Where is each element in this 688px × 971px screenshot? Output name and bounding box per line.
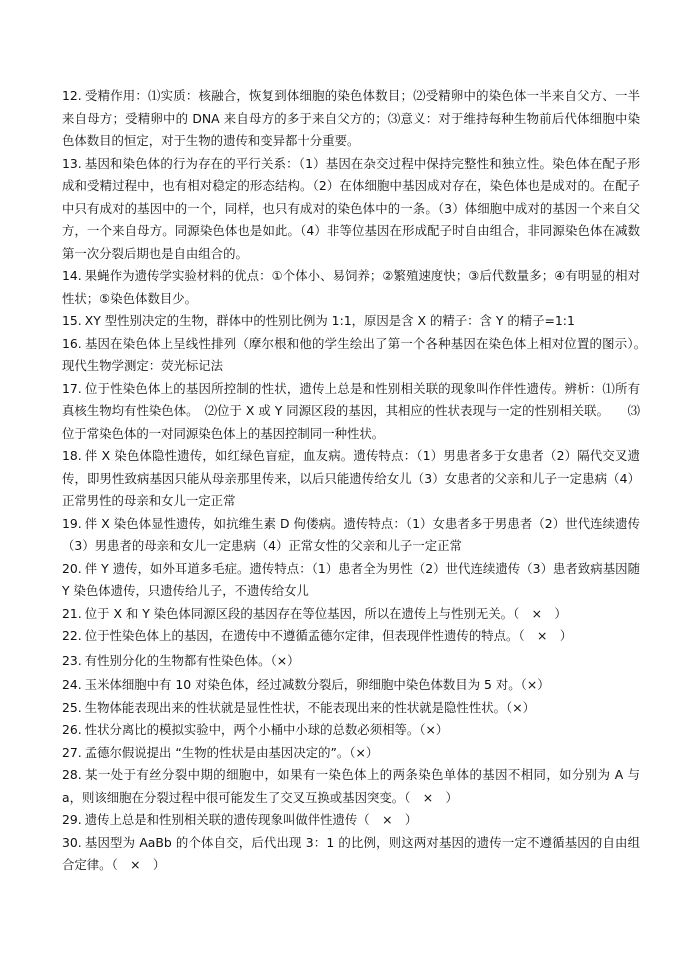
item-text: 伴 X 染色体隐性遗传，如红绿色盲症，血友病。遗传特点：（1）男患者多于女患者（2）隔代交叉遗传，即男性致病基因只能从母亲那里传来，以后只能遗传给女儿（3）女患者的父亲和儿子一定患病（4）正常男性的母亲和女儿一定正常: [62, 448, 640, 508]
item-16: [62, 333, 665, 378]
item-15: [62, 310, 640, 333]
item-text: 玉米体细胞中有 10 对染色体，经过减数分裂后，卵细胞中染色体数目为 5 对。（×）: [84, 677, 550, 692]
item-number: 18.: [62, 448, 82, 463]
item-12: [62, 85, 640, 153]
item-20: [62, 558, 640, 603]
item-text: 伴 Y 遗传，如外耳道多毛症。遗传特点：（1）患者全为男性（2）世代连续遗传（3）患者致病基因随 Y 染色体遗传，只遗传给儿子，不遗传给女儿: [62, 560, 640, 598]
item-27: [62, 742, 640, 765]
item-text: 生物体能表现出来的性状就是显性性状，不能表现出来的性状就是隐性性状。（×）: [84, 699, 535, 715]
item-26: [62, 719, 640, 742]
item-text: 基因型为 AaBb 的个体自交，后代出现 3：1 的比例，则这两对基因的遗传一定不遵循基因的自由组合定律。（ × ）: [62, 834, 640, 872]
item-number: 14.: [62, 268, 82, 283]
item-number: 19.: [62, 515, 82, 531]
item-number: 29.: [62, 812, 82, 827]
item-number: 20.: [62, 560, 82, 576]
item-22: [62, 625, 640, 648]
item-23: [62, 650, 640, 673]
item-14: [62, 265, 640, 310]
item-number: 23.: [62, 652, 82, 668]
item-text: 伴 X 染色体显性遗传，如抗维生素 D 佝偻病。遗传特点：（1）女患者多于男患者（2）世代连续遗传（3）男患者的母亲和女儿一定患病（4）正常女性的父亲和儿子一定正常: [62, 515, 640, 553]
item-30: [62, 832, 640, 877]
item-number: 26.: [62, 722, 82, 737]
item-25: [62, 697, 640, 720]
item-number: 30.: [62, 834, 82, 850]
item-text: 性状分离比的模拟实验中，两个小桶中小球的总数必须相等。（×）: [84, 722, 449, 737]
item-18: [62, 445, 640, 513]
item-number: 12.: [62, 88, 82, 103]
item-28: [62, 764, 640, 809]
item-text: 受精作用：⑴实质：核融合，恢复到体细胞的染色体数目；⑵受精卵中的染色体一半来自父方、一半来自母方；受精卵中的 DNA 来自母方的多于来自父方的；⑶意义：对于维持每种生物前后代体细胞中染色体数目的恒定，对于生物的遗传和变异都十分重要。: [62, 88, 640, 148]
item-19: [62, 513, 640, 558]
item-number: 15.: [62, 313, 82, 328]
item-number: 24.: [62, 677, 82, 692]
item-13: [62, 153, 640, 266]
item-text: 基因在染色体上呈线性排列（摩尔根和他的学生绘出了第一个各种基因在染色体上相对位置的图示）。 现代生物学测定：荧光标记法: [62, 335, 665, 373]
item-number: 21.: [62, 605, 82, 621]
item-number: 16.: [62, 335, 82, 351]
item-number: 27.: [62, 744, 82, 760]
item-text: 有性别分化的生物都有性染色体。（×）: [84, 652, 300, 668]
item-text: 遗传上总是和性别相关联的遗传现象叫做伴性遗传（ × ）: [84, 812, 418, 827]
item-text: 孟德尔假说提出 “生物的性状是由基因决定的”。（×）: [84, 744, 379, 760]
item-text: 基因和染色体的行为存在的平行关系：（1）基因在杂交过程中保持完整性和独立性。染色体在配子形成和受精过程中，也有相对稳定的形态结构。（2）在体细胞中基因成对存在，染色体也是成对的。在配子中只有成对的基因中的一个，同样，也只有成对的染色体中的一条。（3）体细胞中成对的基因一个来自父方，一个来自母方。同源染色体也是如此。（4）非等位基因在形成配子时自由组合，非同源染色体在减数第一次分裂后期也是自由组合的。: [62, 155, 640, 261]
item-24: [62, 674, 640, 697]
item-21: [62, 603, 640, 626]
item-text: 某一处于有丝分裂中期的细胞中，如果有一染色体上的两条染色单体的基因不相同，如分别为 A 与 a，则该细胞在分裂过程中很可能发生了交叉互换或基因突变。（ × ）: [62, 767, 640, 805]
item-number: 25.: [62, 699, 82, 715]
item-text: 果蝇作为遗传学实验材料的优点：①个体小、易饲养；②繁殖速度快；③后代数量多；④有明显的相对性状；⑤染色体数目少。: [62, 268, 640, 306]
item-29: [62, 809, 640, 832]
item-text: 位于性染色体上的基因，在遗传中不遵循孟德尔定律，但表现伴性遗传的特点。（ × ）: [84, 628, 573, 643]
item-number: 22.: [62, 628, 82, 643]
item-number: 17.: [62, 380, 82, 396]
item-text: XY 型性别决定的生物，群体中的性别比例为 1:1，原因是含 X 的精子：含 Y 的精子=1:1: [84, 313, 575, 328]
item-text: 位于 X 和 Y 染色体同源区段的基因存在等位基因，所以在遗传上与性别无关。（ × ）: [84, 605, 567, 621]
item-number: 28.: [62, 767, 82, 782]
item-17: [62, 378, 640, 446]
item-number: 13.: [62, 155, 82, 171]
item-text: 位于性染色体上的基因所控制的性状，遗传上总是和性别相关联的现象叫作伴性遗传。辨析：⑴所有真核生物均有性染色体。 ⑵位于 X 或 Y 同源区段的基因，其相应的性状表现与一定的性别相关联。 ⑶位于常染色体的一对同源染色体上的基因控制同一种性状。: [62, 380, 640, 441]
document-page: [62, 85, 665, 877]
